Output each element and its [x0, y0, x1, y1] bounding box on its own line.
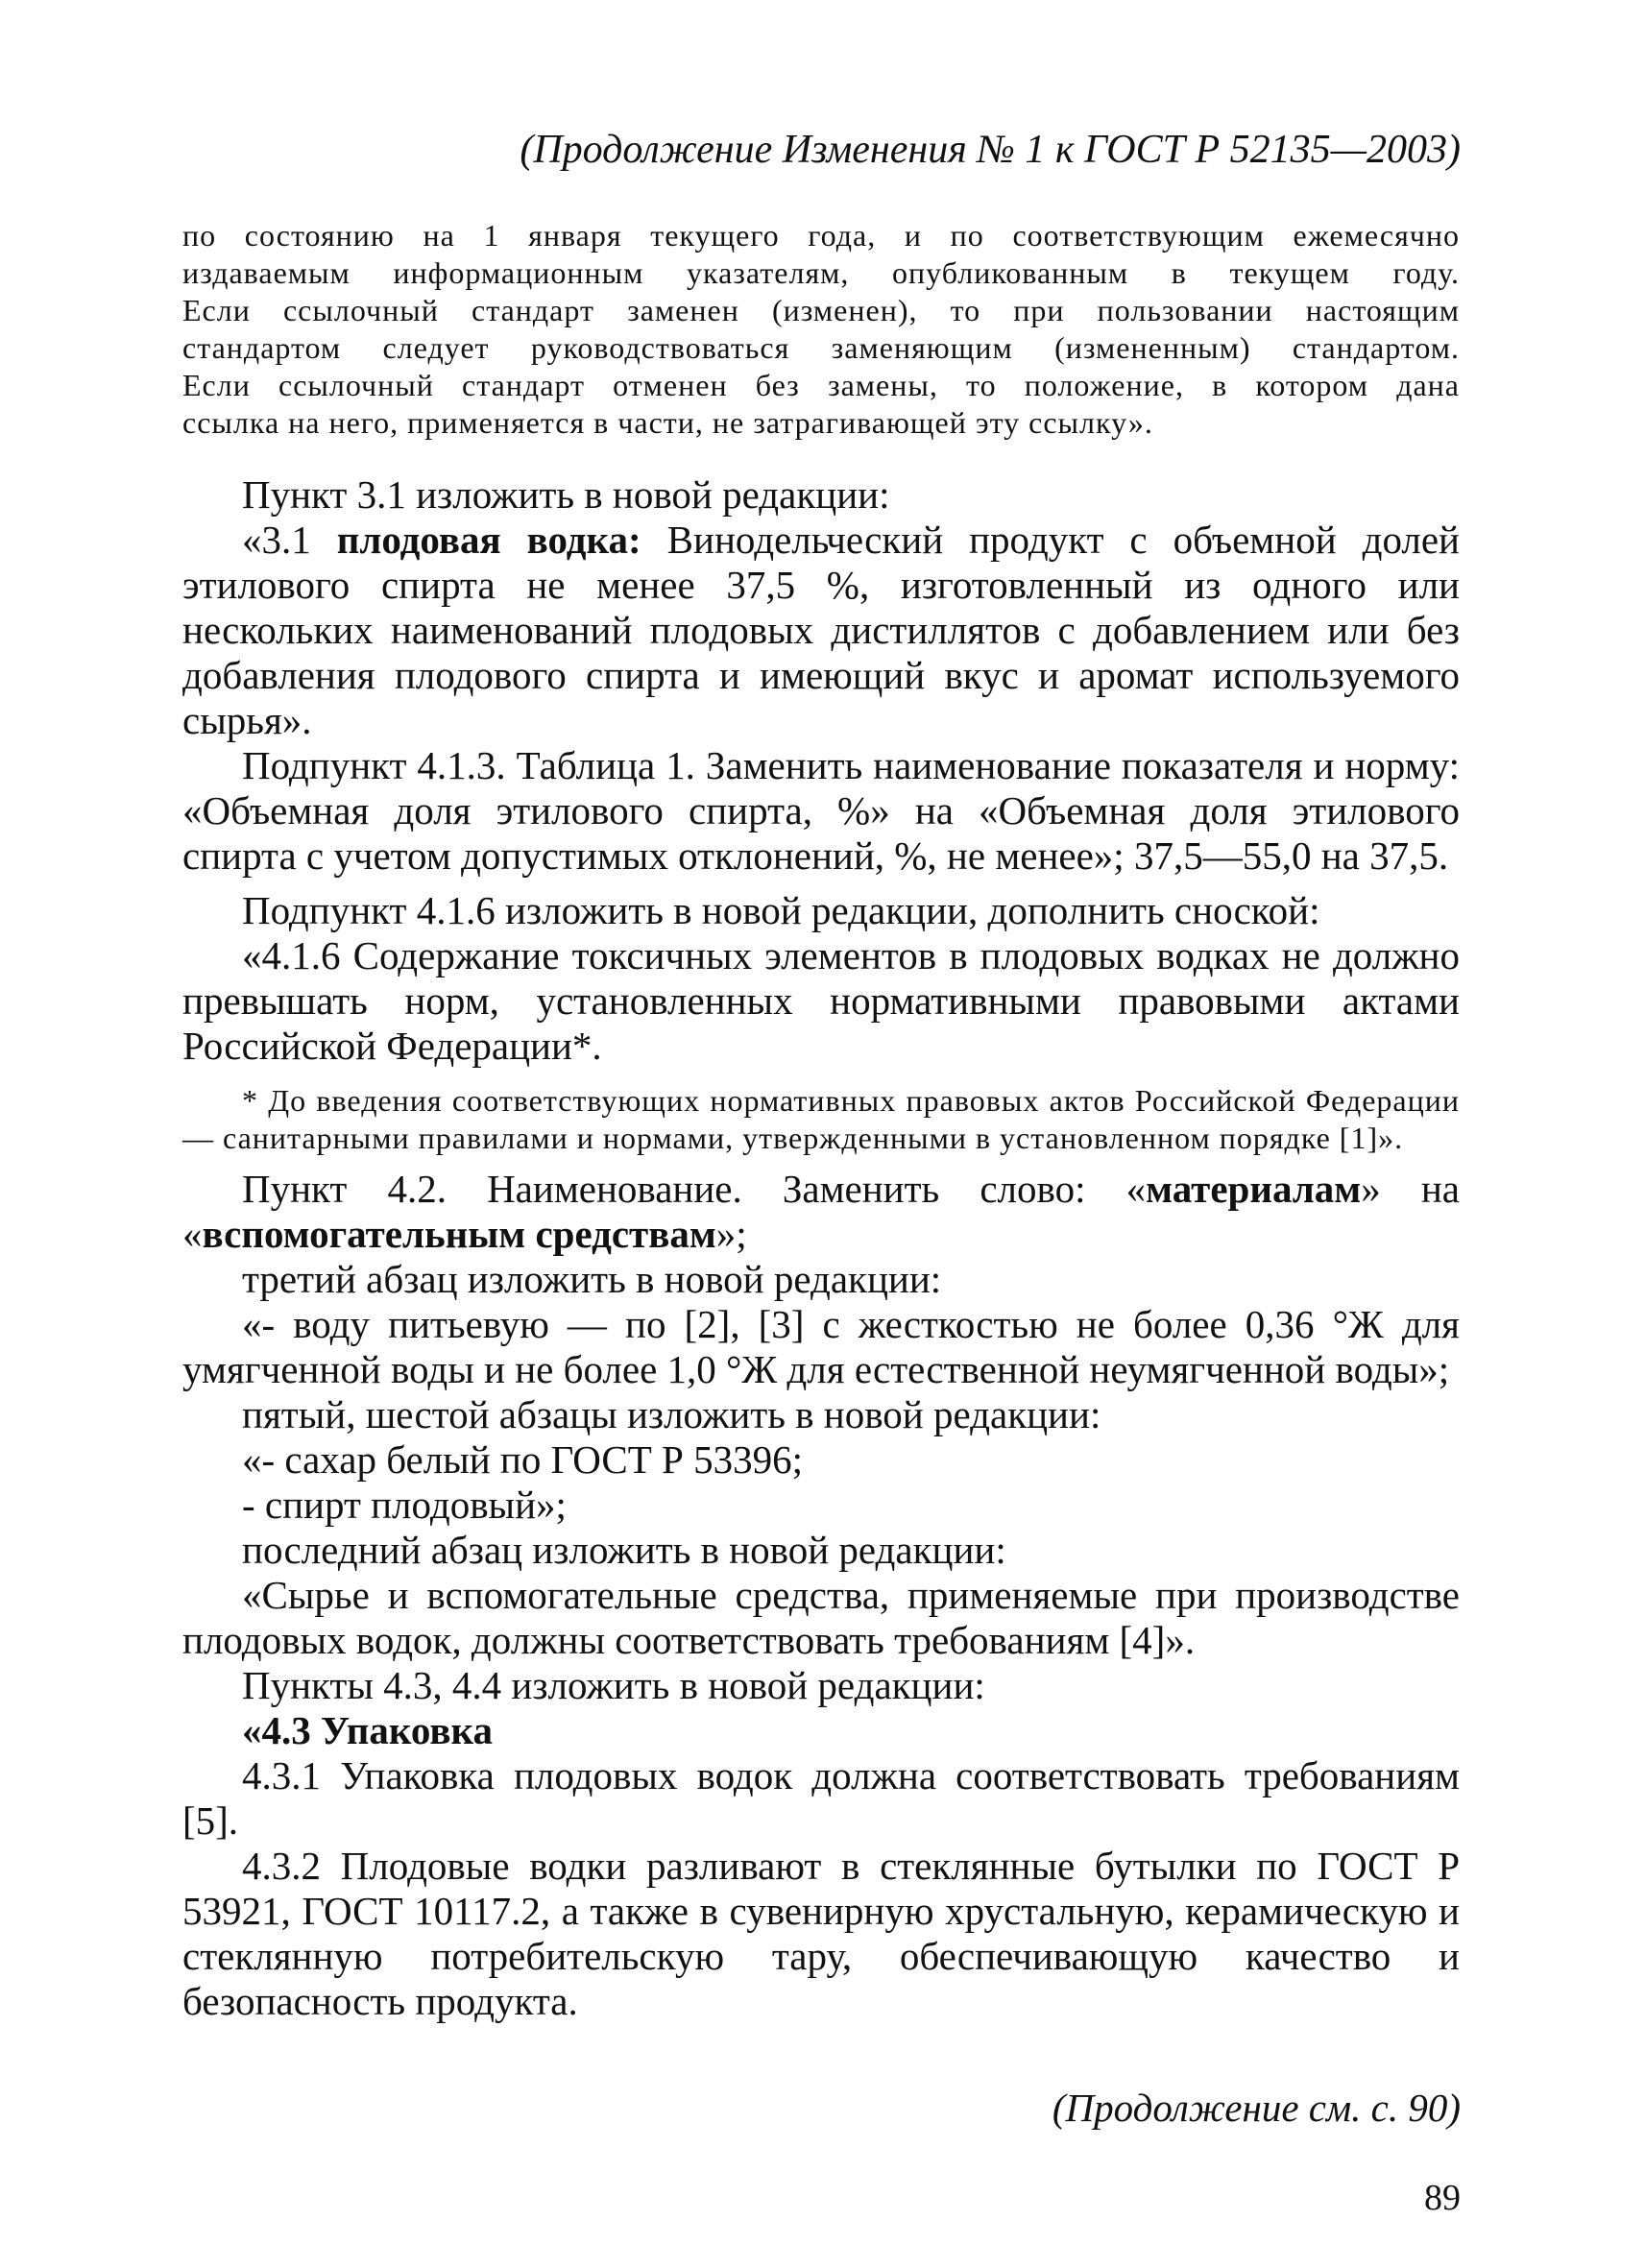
- page-number: 89: [1424, 2178, 1461, 2218]
- continuation-note: (Продолжение см. с. 90): [1052, 2086, 1461, 2130]
- paragraph-4-1-3: Подпункт 4.1.3. Таблица 1. Заменить наименование показателя и норму: «Объемная доля этилового спирта, %» на «Объемная доля этилового спирта с учетом допустимых отклонений, %, не менее»; 37,5—55,0 на 37,5.: [182, 743, 1460, 878]
- intro-line: Если ссылочный стандарт отменен без замены, то положение, в котором дана: [182, 368, 1460, 402]
- p6-part-c: » на «: [182, 1167, 1460, 1256]
- p6-bold-word-2: вспомогательным средствам: [202, 1212, 716, 1256]
- paragraph-fifth-sixth: пятый, шестой абзацы изложить в новой редакции:: [242, 1392, 1101, 1436]
- intro-line: издаваемым информационным указателям, опубликованным в текущем году.: [182, 255, 1460, 290]
- paragraph-4-2: [182, 1167, 1460, 1257]
- footnote: * До введения соответствующих нормативных правовых актов Российской Федерации — санитарными правилами и нормами, утвержденными в установленном порядке [1]».: [182, 1083, 1460, 1155]
- paragraph-spirit: - спирт плодовый»;: [242, 1483, 567, 1527]
- paragraph-last-abzac: последний абзац изложить в новой редакции:: [242, 1528, 1006, 1572]
- definition-term: плодовая водка:: [336, 518, 641, 562]
- paragraph-water: «- воду питьевую — по [2], [3] с жесткостью не более 0,36 °Ж для умягченной воды и не более 1,0 °Ж для естественной неумягченной воды»;: [182, 1302, 1460, 1391]
- intro-line: стандартом следует руководствоваться заменяющим (измененным) стандартом.: [182, 330, 1460, 365]
- main-text: [182, 472, 1460, 2024]
- intro-line: по состоянию на 1 января текущего года, и по соответствующим ежемесячно: [182, 218, 1460, 253]
- paragraph-4-1-6-instruction: Подпункт 4.1.6 изложить в новой редакции, дополнить сноской:: [242, 888, 1320, 932]
- heading-4-3-packaging: «4.3 Упаковка: [242, 1708, 494, 1752]
- p6-part-e: »;: [715, 1212, 747, 1256]
- definition-prefix: «3.1: [242, 518, 337, 562]
- intro-line: Если ссылочный стандарт заменен (изменен), то при пользовании настоящим: [182, 293, 1460, 327]
- paragraph-raw-materials: «Сырье и вспомогательные средства, применяемые при производстве плодовых водок, должны соответствовать требованиям [4]».: [182, 1573, 1460, 1662]
- paragraph-third-abzac: третий абзац изложить в новой редакции:: [242, 1257, 942, 1301]
- paragraph-4-1-6: «4.1.6 Содержание токсичных элементов в плодовых водках не должно превышать норм, установленных нормативными правовыми актами Российской Федерации*.: [182, 933, 1460, 1068]
- intro-paragraph: [182, 217, 1460, 442]
- paragraph-3-1-instruction: Пункт 3.1 изложить в новой редакции:: [242, 472, 890, 517]
- paragraph-3-1-definition: [182, 518, 1460, 743]
- paragraph-4-3-2: 4.3.2 Плодовые водки разливают в стеклянные бутылки по ГОСТ Р 53921, ГОСТ 10117.2, а также в сувенирную хрустальную, керамическую и стеклянную потребительскую тару, обеспечивающую качество и безопасность продукта.: [182, 1844, 1460, 2023]
- paragraph-sugar: «- сахар белый по ГОСТ Р 53396;: [242, 1437, 803, 1482]
- paragraph-4-3-1: 4.3.1 Упаковка плодовых водок должна соответствовать требованиям [5].: [182, 1753, 1460, 1843]
- intro-line: ссылка на него, применяется в части, не затрагивающей эту ссылку».: [182, 405, 1153, 440]
- paragraph-4-3-4-4: Пункты 4.3, 4.4 изложить в новой редакции:: [242, 1663, 985, 1707]
- p6-part-a: Пункт 4.2. Наименование. Заменить слово: «: [242, 1167, 1147, 1211]
- running-header: (Продолжение Изменения № 1 к ГОСТ Р 52135—2003): [520, 128, 1461, 172]
- p6-bold-word-1: материалам: [1146, 1167, 1362, 1211]
- definition-text: Винодельческий продукт с объемной долей этилового спирта не менее 37,5 %, изготовленный из одного или нескольких наименований плодовых дистиллятов с добавлением или без добавления плодового спирта и имеющий вкус и аромат используемого сырья».: [182, 518, 1460, 742]
